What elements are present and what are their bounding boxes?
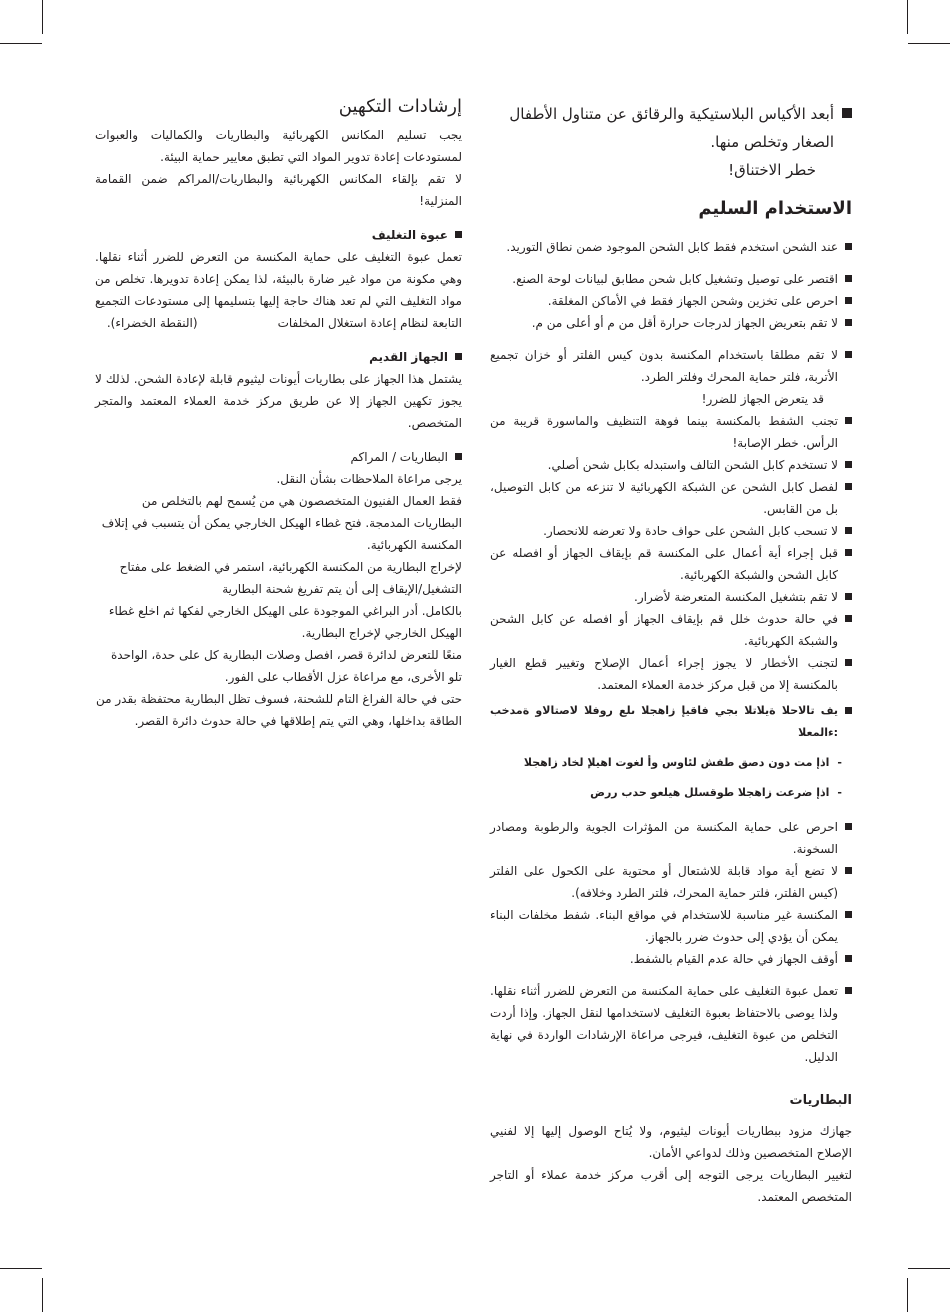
packaging-body: تعمل عبوة التغليف على حماية المكنسة من التعرض للضرر أثناء نقلها. وهي مكونة من مواد غير ضارة بالبيئة، لذا يمكن إعادة تدويرها. تخلص من مواد التغليف التي لم تعد هناك حاجة إليها بتسليمها إلى مستودعات التجميع التابعة لنظام إعادة استغلال المخلفات(النقطة الخضراء). [95, 250, 462, 330]
square-bullet-icon [455, 453, 462, 460]
batteries-disposal-text [95, 468, 462, 732]
square-bullet-icon [845, 615, 852, 622]
crop-mark-bottom-right-v [907, 1278, 908, 1312]
list-item-text: احرص على حماية المكنسة من المؤثرات الجوية والرطوبة ومصادر السخونة. [490, 820, 838, 856]
list-item [490, 312, 852, 334]
crop-mark-bottom-left-v [42, 1278, 43, 1312]
list-item [490, 520, 852, 542]
square-bullet-icon [845, 297, 852, 304]
dash-item [490, 782, 852, 804]
list-item-text: لا تضع أية مواد قابلة للاشتعال أو محتوية على الكحول على الفلتر (كيس الفلتر، فلتر حماية المحرك، فلتر الطرد وخلافه). [490, 864, 838, 900]
list-item-text: احرص على تخزين وشحن الجهاز فقط في الأماكن المغلقة. [547, 294, 838, 308]
disposal-column [95, 94, 462, 732]
list-item-text: المكنسة غير مناسبة للاستخدام في مواقع البناء. شفط مخلفات البناء يمكن أن يؤدي إلى حدوث ضرر بالجهاز. [490, 908, 838, 944]
list-item [490, 904, 852, 948]
crop-mark-top-right-v [907, 0, 908, 34]
dash-bullet: - [837, 786, 842, 799]
batteries-disposal-line: بالكامل. أدر البراغي الموجودة على الهيكل الخارجي لفكها ثم اخلع غطاء الهيكل الخارجي لإخراج البطارية. [108, 604, 462, 640]
square-bullet-icon [845, 417, 852, 424]
list-item-text: لا تسحب كابل الشحن على حواف حادة ولا تعرضه للانحصار. [543, 524, 838, 538]
old-device-body: يشتمل هذا الجهاز على بطاريات أيونات ليثيوم قابلة لإعادة الشحن. لذلك لا يجوز تكهين الجهاز إلا عن طريق مركز خدمة العملاء المعتمد والمتجر المتخصص. [95, 372, 462, 430]
square-bullet-icon [845, 243, 852, 250]
crop-mark-top-left-v [42, 0, 43, 34]
square-bullet-icon [845, 707, 852, 714]
square-bullet-icon [845, 955, 852, 962]
list-item [490, 410, 852, 454]
dash-bullet: - [837, 756, 842, 769]
list-item [490, 290, 852, 312]
disposal-intro-1: يجب تسليم المكانس الكهربائية والبطاريات والكماليات والعبوات لمستودعات إعادة تدوير المواد التي تطبق معايير حماية البيئة. [95, 128, 462, 164]
square-bullet-icon [845, 911, 852, 918]
square-bullet-icon [845, 823, 852, 830]
square-bullet-icon [845, 659, 852, 666]
crop-mark-bottom-right-h [908, 1268, 950, 1269]
list-item [490, 980, 852, 1068]
safety-list [490, 236, 852, 696]
old-device-heading: الجهاز القديم [95, 346, 462, 368]
list-item [490, 344, 852, 410]
mirrored-text: يف تالاحلا ةيلاتلا بجي فاقيإ زاهجلا ىلع روفلا لاصتالاو ةمدخب :ءالمعلا [490, 704, 838, 739]
batteries-disposal-line: يرجى مراعاة الملاحظات بشأن النقل. [276, 472, 462, 486]
safe-use-column [490, 100, 852, 1208]
square-bullet-icon [455, 353, 462, 360]
list-item [490, 268, 852, 290]
batteries-heading: البطاريات [789, 1093, 852, 1108]
batteries-disposal-line: منعًا للتعرض لدائرة قصر، افصل وصلات البطارية كل على حدة، الواحدة تلو الأخرى، مع مراعاة عزل الأقطاب على الفور. [110, 648, 462, 684]
square-bullet-icon [845, 987, 852, 994]
damage-warning: قد يتعرض الجهاز للضرر! [701, 392, 824, 406]
square-bullet-icon [845, 483, 852, 490]
list-item [490, 476, 852, 520]
square-bullet-icon [845, 275, 852, 282]
square-bullet-icon [845, 549, 852, 556]
mirrored-dash-text: اذإ ضرعت زاهجلا طوقسلل هيلعو حدب ررض [590, 786, 830, 799]
dash-item [490, 752, 852, 774]
section-title-safe-use: الاستخدام السليم [698, 198, 852, 219]
list-item-text: لا تقم بتعريض الجهاز لدرجات حرارة أقل من م أو أعلى من م. [531, 316, 838, 330]
crop-mark-top-left-h [0, 43, 42, 44]
square-bullet-icon [845, 351, 852, 358]
list-item-text: لتجنب الأخطار لا يجوز إجراء أعمال الإصلاح وتغيير قطع الغيار بالمكنسة إلا من قبل مركز خدمة العملاء المعتمد. [490, 656, 838, 692]
list-item [490, 454, 852, 476]
list-item-text: لفصل كابل الشحن عن الشبكة الكهربائية لا تنزعه من كابل التوصيل، بل من القابس. [490, 480, 838, 516]
list-item [490, 608, 852, 652]
crop-mark-bottom-left-h [0, 1268, 42, 1269]
disposal-intro-2: لا تقم بإلقاء المكانس الكهربائية والبطاريات/المراكم ضمن القمامة المنزلية! [95, 172, 462, 208]
warning-text: أبعد الأكياس البلاستيكية والرقائق عن متناول الأطفال الصغار وتخلص منها. [509, 105, 834, 151]
batteries-disposal-line: حتى في حالة الفراغ التام للشحنة، فسوف تظل البطارية محتفظة بقدر من الطاقة بداخلها، وهي التي يتم إطلاقها في حالة حدوث دائرة القصر. [95, 692, 462, 728]
list-item [490, 586, 852, 608]
list-item-text: عند الشحن استخدم فقط كابل الشحن الموجود ضمن نطاق التوريد. [506, 240, 838, 254]
packaging-note: تعمل عبوة التغليف على حماية المكنسة من التعرض للضرر أثناء نقلها. ولذا يوصى بالاحتفاظ بعبوة التغليف لاستخدامها لنقل الجهاز. وإذا أردت التخلص من عبوة التغليف، فيرجى مراعاة الإرشادات الواردة في نهاية الدليل. [490, 984, 838, 1064]
packaging-heading: عبوة التغليف [95, 224, 462, 246]
square-bullet-icon [845, 867, 852, 874]
square-bullet-icon [845, 319, 852, 326]
square-bullet-icon [842, 108, 852, 118]
batteries-paragraph-1: جهازك مزود ببطاريات أيونات ليثيوم، ولا يُتاح الوصول إليها إلا لفنيي الإصلاح المتخصصين وذلك لدواعي الأمان. [490, 1124, 852, 1160]
batteries-disposal-line: فقط العمال الفنيون المتخصصون هي من يُسمح لهم بالتخلص من البطاريات المدمجة. فتح غطاء الهيكل الخارجي يمكن أن يتسبب في إتلاف المكنسة الكهربائية. [101, 494, 462, 552]
list-item [490, 700, 852, 744]
list-item [490, 816, 852, 860]
list-item-text: اقتصر على توصيل وتشغيل كابل شحن مطابق لبيانات لوحة الصنع. [512, 272, 838, 286]
list-item [490, 652, 852, 696]
batteries-accumulators-heading: البطاريات / المراكم [95, 446, 462, 468]
list-item [490, 542, 852, 586]
list-item [490, 948, 852, 970]
list-item-text: قبل إجراء أية أعمال على المكنسة قم بإيقاف الجهاز أو افصله عن كابل الشحن والشبكة الكهربائية. [490, 546, 838, 582]
list-item-text: في حالة حدوث خلل قم بإيقاف الجهاز أو افصله عن كابل الشحن والشبكة الكهربائية. [490, 612, 838, 648]
disposal-title: إرشادات التكهين [338, 96, 462, 117]
list-item-text: تجنب الشفط بالمكنسة بينما فوهة التنظيف والماسورة قريبة من الرأس. خطر الإصابة! [490, 414, 838, 450]
square-bullet-icon [455, 231, 462, 238]
list-item [490, 860, 852, 904]
list-item-text: لا تستخدم كابل الشحن التالف واستبدله بكابل شحن أصلي. [547, 458, 838, 472]
square-bullet-icon [845, 461, 852, 468]
list-item-text: لا تقم بتشغيل المكنسة المتعرضة لأضرار. [634, 590, 838, 604]
square-bullet-icon [845, 593, 852, 600]
crop-mark-top-right-h [908, 43, 950, 44]
list-item [490, 236, 852, 258]
list-item-text: لا تقم مطلقا باستخدام المكنسة بدون كيس الفلتر أو خزان تجميع الأتربة، فلتر حماية المحرك وفلتر الطرد. [490, 348, 838, 384]
child-safety-warning [490, 100, 852, 184]
mirrored-dash-text: اذإ مت دون دصق طفش لئاوس وأ لغوت اهيلإ لخاد زاهجلا [523, 756, 830, 769]
list-item-text: أوقف الجهاز في حالة عدم القيام بالشفط. [629, 952, 838, 966]
batteries-disposal-line: لإخراج البطارية من المكنسة الكهربائية، استمر في الضغط على مفتاح التشغيل/الإيقاف إلى أن يتم تفريغ شحنة البطارية [119, 560, 462, 596]
safety-list-2 [490, 816, 852, 970]
square-bullet-icon [845, 527, 852, 534]
suffocation-hazard: خطر الاختناق! [728, 161, 816, 179]
batteries-paragraph-2: لتغيير البطاريات يرجى التوجه إلى أقرب مركز خدمة عملاء أو التاجر المتخصص المعتمد. [490, 1168, 852, 1204]
